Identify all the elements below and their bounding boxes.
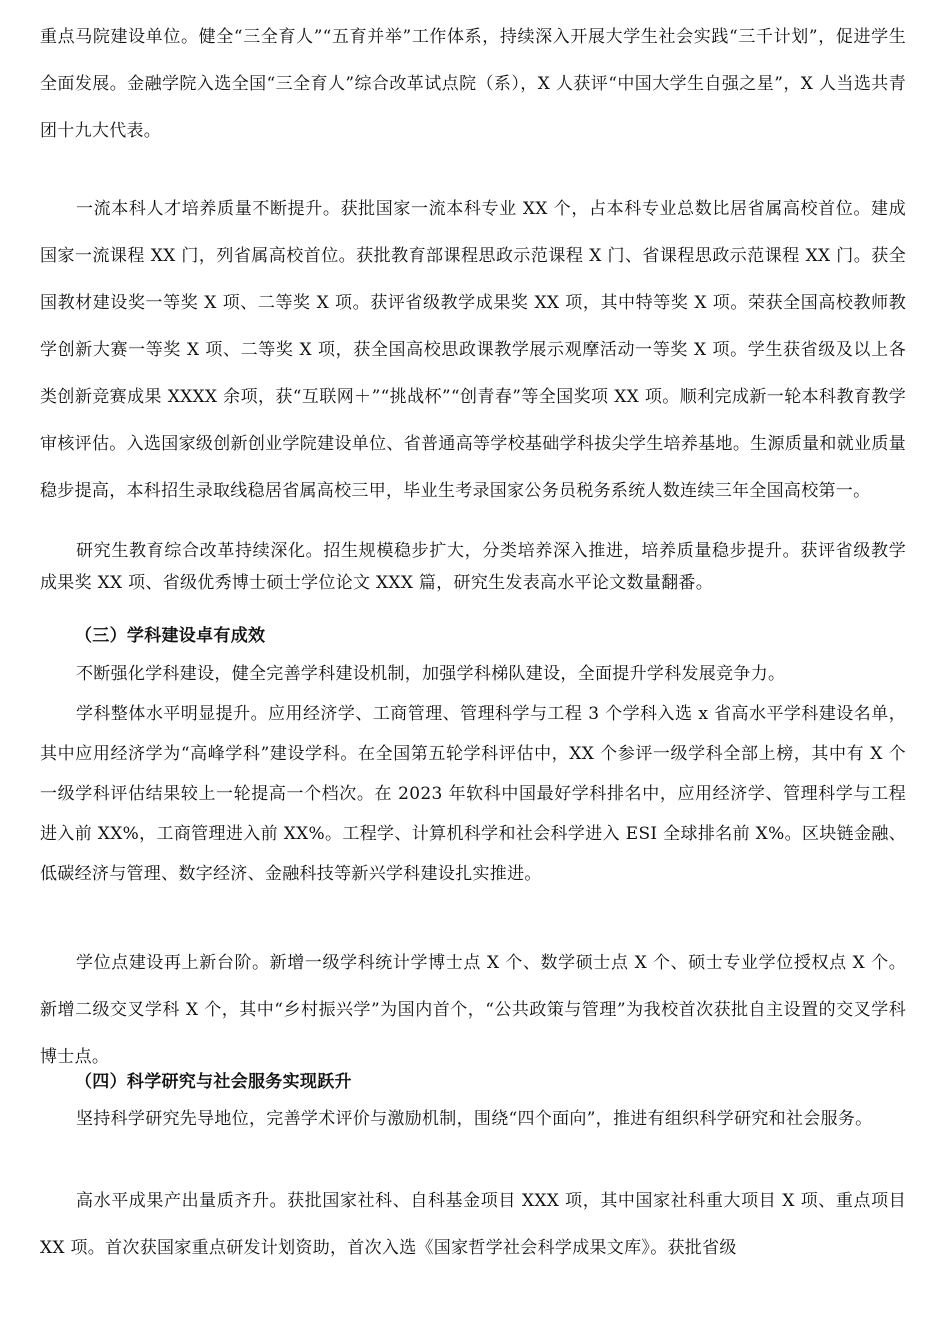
paragraph-student-development: 重点马院建设单位。健全“三全育人”“五育并举”工作体系，持续深入开展大学生社会实践“三千计划”，促进学生全面发展。金融学院入选全国“三全育人”综合改革试点院（系），X 人获评“中国大学生自强之星”，X 人当选共青团十九大代表。 [40,27,906,141]
paragraph-undergraduate-quality: 一流本科人才培养质量不断提升。获批国家一流本科专业 XX 个，占本科专业总数比居省属高校首位。建成国家一流课程 XX 门，列省属高校首位。获批教育部课程思政示范课程 X 门、省课程思政示范课程 XX 门。获全国教材建设奖一等奖 X 项、二等奖 X 项。获评省级教学成果奖 XX 项，其中特等奖 X 项。荣获全国高校教师教学创新大赛一等奖 X 项、二等奖 X 项，获全国高校思政课教学展示观摩活动一等奖 X 项。学生获省级及以上各类创新竞赛成果 XXXX 余项，获“互联网＋”“挑战杯”“创青春”等全国奖项 XX 项。顺利完成新一轮本科教育教学审核评估。入选国家级创新创业学院建设单位、省普通高等学校基础学科拔尖学生培养基地。生源质量和就业质量稳步提高，本科招生录取线稳居省属高校三甲，毕业生考录国家公务员税务系统人数连续三年全国高校第一。 [40,199,906,501]
paragraph-discipline-intro: 不断强化学科建设，健全完善学科建设机制，加强学科梯队建设，全面提升学科发展竞争力。 [76,664,786,684]
paragraph-discipline-level: 学科整体水平明显提升。应用经济学、工商管理、管理科学与工程 3 个学科入选 x 省高水平学科建设名单，其中应用经济学为“高峰学科”建设学科。在全国第五轮学科评估中，XX 个参评一级学科全部上榜，其中有 X 个一级学科评估结果较上一轮提高一个档次。在 2023 年软科中国最好学科排名中，应用经济学、管理科学与工程进入前 XX%，工商管理进入前 XX%。工程学、计算机科学和社会科学进入 ESI 全球排名前 X%。区块链金融、低碳经济与管理、数字经济、金融科技等新兴学科建设扎实推进。 [40,704,906,884]
paragraph-research-output: 高水平成果产出量质齐升。获批国家社科、自科基金项目 XXX 项，其中国家社科重大项目 X 项、重点项目 XX 项。首次获国家重点研发计划资助，首次入选《国家哲学社会科学成果文库》。获批省级 [40,1191,906,1258]
paragraph-graduate-education: 研究生教育综合改革持续深化。招生规模稳步扩大，分类培养深入推进，培养质量稳步提升。获评省级教学成果奖 XX 项、省级优秀博士硕士学位论文 XXX 篇，研究生发表高水平论文数量翻番。 [40,541,906,593]
paragraph-research-intro: 坚持科学研究先导地位，完善学术评价与激励机制，围绕“四个面向”，推进有组织科学研究和社会服务。 [76,1109,873,1129]
paragraph-degree-programs: 学位点建设再上新台阶。新增一级学科统计学博士点 X 个、数学硕士点 X 个、硕士专业学位授权点 X 个。新增二级交叉学科 X 个，其中“乡村振兴学”为国内首个，“公共政策与管理”为我校首次获批自主设置的交叉学科博士点。 [40,953,906,1067]
section-heading-discipline-construction: （三）学科建设卓有成效 [75,626,266,646]
section-heading-research-service: （四）科学研究与社会服务实现跃升 [75,1072,352,1092]
